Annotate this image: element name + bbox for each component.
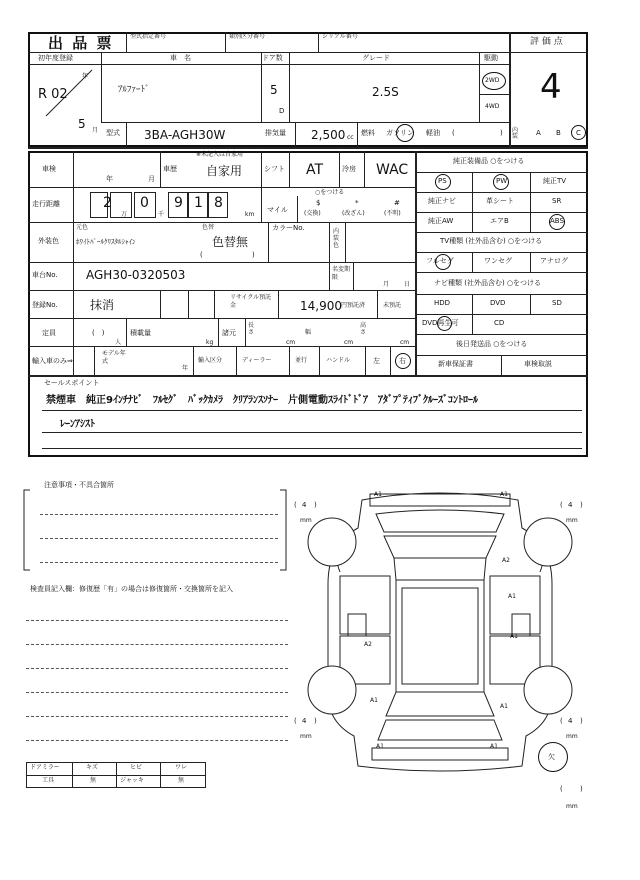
- mark-unknown: #: [394, 199, 400, 207]
- legend-scratch: キズ: [86, 764, 98, 771]
- tv-oneseg: ワンセグ: [484, 257, 512, 265]
- inspection-month: 月: [148, 175, 155, 183]
- original-color-label: 元色: [76, 224, 89, 231]
- sales-line-1: 禁煙車 純正9ｲﾝﾁﾅﾋﾞ ﾌﾙｾｸﾞ ﾊﾞｯｸｶﾒﾗ ｸﾘｱﾗﾝｽｿﾅｰ 片側電動ｽﾗｲﾄﾞﾄﾞｱ ｱﾀﾞﾌﾟﾃｨﾌﾞｸﾙｰｽﾞｺﾝﾄﾛｰﾙ: [46, 395, 478, 406]
- tire-rl-value: 4: [302, 717, 307, 725]
- grade-value: 2.5S: [372, 85, 399, 99]
- navi-dvd-play: DVD再生可: [422, 319, 459, 327]
- mileage-digit-4: 1: [194, 195, 203, 211]
- legend-jack-value: 無: [178, 777, 185, 784]
- model-value: 3BA-AGH30W: [144, 128, 226, 142]
- recycle-not: 未預託: [383, 302, 402, 309]
- mark-front-right: A1: [500, 491, 508, 498]
- navi-hdd: HDD: [434, 299, 451, 307]
- category-label: 類別区分番号: [229, 33, 266, 40]
- mark-rear-bumper-left: A1: [376, 743, 384, 750]
- width-label: 幅: [305, 329, 312, 336]
- doors-label: ドア数: [262, 54, 283, 62]
- chassis-label: 車台No.: [32, 271, 58, 279]
- first-reg-label: 初年度登録: [38, 54, 73, 62]
- length-label: 長さ: [248, 322, 255, 337]
- repaint-paren-open: (: [200, 251, 203, 259]
- month-suffix: 月: [92, 127, 99, 134]
- interior-color-label: 内装色: [333, 228, 340, 250]
- tire-fr-value: 4: [568, 501, 573, 509]
- tire-rr-close: ): [580, 717, 583, 725]
- equip-airbag: エアB: [490, 217, 509, 225]
- sheet-title: 出 品 票: [48, 34, 114, 52]
- tire-fl-mm: mm: [300, 517, 312, 524]
- sales-label: セールスポイント: [44, 379, 100, 387]
- tire-rr-value: 4: [568, 717, 573, 725]
- handle-right-circle: [395, 353, 411, 369]
- mark-rear-left: A1: [370, 697, 378, 704]
- registration-value: 抹消: [90, 298, 115, 312]
- inspector-label: 検査員記入欄：修復歴「有」の場合は修復箇所・交換箇所を記入: [30, 585, 233, 593]
- later-title: 後日発送品 ○をつける: [456, 340, 528, 348]
- mark-front-left: A1: [374, 491, 382, 498]
- tire-fr-open: (: [560, 501, 563, 509]
- shift-label: シフト: [264, 165, 285, 173]
- import-label: 輸入車のみ⇒: [32, 357, 73, 365]
- equip-abs-circle: [549, 214, 565, 230]
- equip-leather: 革シート: [486, 197, 514, 205]
- shift-value: AT: [306, 162, 324, 178]
- capacity-paren: ( ): [92, 329, 105, 337]
- equipment-title: 純正装備品 ○をつける: [453, 157, 525, 165]
- legend-crack: ヒビ: [130, 764, 143, 771]
- interior-label: 内装: [512, 127, 519, 140]
- later-warranty: 新車保証書: [438, 360, 473, 368]
- height-unit: cm: [400, 339, 410, 346]
- mileage-digit-5: 8: [214, 195, 223, 211]
- mark-right-fender: A2: [502, 557, 510, 564]
- legend-tool-value: 無: [90, 777, 97, 784]
- spare-close: ): [580, 785, 583, 793]
- private-note: ※未記入は自家用: [196, 151, 244, 158]
- navi-cd: CD: [494, 319, 505, 327]
- import-parallel: 並行: [295, 357, 308, 364]
- history-label: 車歴: [163, 165, 177, 173]
- import-dealer: ディーラー: [242, 357, 272, 364]
- sales-line-2: ﾚｰﾝｱｼｽﾄ: [60, 419, 95, 430]
- mark-exchange: $: [316, 199, 321, 207]
- equip-ps: PS: [438, 177, 447, 185]
- color-no-label: カラーNo.: [272, 224, 305, 232]
- tire-rl-open: (: [294, 717, 297, 725]
- navi-sd: SD: [552, 299, 562, 307]
- name-change-month: 月: [383, 281, 390, 288]
- year-suffix: 年: [82, 73, 89, 80]
- inspection-year: 年: [106, 175, 113, 183]
- fuel-diesel: 軽油: [426, 129, 440, 137]
- drive-2wd: 2WD: [485, 77, 500, 84]
- displacement-label: 排気量: [265, 129, 286, 137]
- recycle-value: 14,900: [300, 299, 342, 313]
- capacity-label: 定員: [42, 329, 56, 337]
- equip-ps-circle: [435, 174, 451, 190]
- later-manual: 車検取説: [524, 360, 552, 368]
- car-diagram: [290, 484, 590, 784]
- unit-km: km: [245, 211, 255, 218]
- interior-c-circle: [571, 125, 586, 140]
- mark-unknown-label: (不明): [384, 210, 401, 217]
- legend-mirror: ドアミラー: [30, 764, 60, 771]
- dims-label: 諸元: [222, 329, 236, 337]
- model-year-suffix: 年: [182, 365, 189, 372]
- handle-left: 左: [373, 357, 380, 365]
- mark-right-rear-door: A1: [510, 633, 518, 640]
- ac-label: 冷房: [342, 165, 356, 173]
- unit-sen: 千: [158, 211, 165, 218]
- load-unit: kg: [206, 339, 214, 346]
- chassis-value: AGH30-0320503: [86, 268, 186, 282]
- ac-value: WAC: [376, 162, 409, 178]
- tire-rr-open: (: [560, 717, 563, 725]
- model-label: 型式: [106, 129, 120, 137]
- tire-rr-mm: mm: [566, 733, 578, 740]
- navi-dvd-play-circle: [437, 316, 452, 331]
- equip-pw-circle: [493, 174, 509, 190]
- tire-fr-close: ): [580, 501, 583, 509]
- inspection-label: 車検: [42, 165, 56, 173]
- model-year-label: モデル年式: [102, 350, 126, 365]
- equip-sr: SR: [552, 197, 562, 205]
- mileage-mark-note: ○をつける: [315, 189, 345, 196]
- fuel-other: (: [452, 129, 455, 137]
- score-label: 評 価 点: [530, 37, 563, 47]
- fuel-other-close: ): [500, 129, 503, 137]
- interior-c: C: [576, 129, 581, 137]
- spare-open: (: [560, 785, 563, 793]
- fuel-label: 燃料: [361, 129, 375, 137]
- car-name: ｱﾙﾌｧｰﾄﾞ: [118, 85, 150, 95]
- tire-rl-mm: mm: [300, 733, 312, 740]
- spare-label: 欠: [548, 753, 555, 761]
- legend-tool: 工具: [42, 777, 55, 784]
- handle-right: 右: [399, 357, 406, 365]
- recycle-label: リサイクル預託金: [230, 294, 272, 309]
- tv-analog: アナログ: [540, 257, 568, 265]
- spare-mm: mm: [566, 803, 578, 810]
- repaint-label: 色替: [202, 224, 215, 231]
- tv-fullseg-circle: [435, 254, 451, 270]
- mark-rear-right: A1: [500, 703, 508, 710]
- mark-tamper: *: [355, 199, 359, 207]
- mark-exchange-label: (交換): [304, 210, 321, 217]
- mark-left-rear-door: A2: [364, 641, 372, 648]
- exterior-label: 外装色: [38, 237, 59, 245]
- car-name-label: 車 名: [170, 54, 191, 62]
- fuel-gasoline: ガソリン: [386, 129, 414, 137]
- serial-label: シリアル番号: [322, 33, 358, 40]
- mileage-label: 走行距離: [32, 200, 60, 208]
- drive-label: 駆動: [484, 54, 498, 62]
- mark-rear-bumper-right: A1: [490, 743, 498, 750]
- model-spec-label: 型式指定番号: [130, 33, 167, 40]
- door-suffix: D: [279, 107, 285, 115]
- mileage-digit-2: 0: [140, 195, 149, 211]
- notes-label: 注意事項・不具合箇所: [44, 481, 114, 489]
- mark-tamper-label: (改ざん): [342, 210, 365, 217]
- handle-label: ハンドル: [326, 357, 351, 364]
- load-label: 積載量: [130, 329, 151, 337]
- fuel-gasoline-circle: [396, 124, 414, 142]
- import-type-label: 輸入区分: [198, 357, 223, 364]
- tire-fl-close: ): [314, 501, 317, 509]
- navi-dvd: DVD: [490, 299, 506, 307]
- interior-b: B: [556, 129, 561, 137]
- legend-break: ワレ: [175, 764, 188, 771]
- equip-tv: 純正TV: [543, 177, 567, 185]
- door-count: 5: [270, 83, 278, 97]
- first-reg-year: R 02: [38, 87, 68, 102]
- tire-fl-value: 4: [302, 501, 307, 509]
- equip-abs: ABS: [550, 217, 564, 225]
- equip-pw: PW: [496, 177, 508, 185]
- tire-fl-open: (: [294, 501, 297, 509]
- equip-navi: 純正ナビ: [428, 197, 456, 205]
- capacity-unit: 人: [115, 339, 122, 346]
- repaint-value: 色替無: [212, 235, 249, 249]
- notes-brackets: [22, 488, 288, 572]
- repaint-paren-close: ): [252, 251, 255, 259]
- name-change-label: 名変期限: [332, 266, 351, 281]
- mileage-digit-1: 2: [103, 195, 112, 211]
- height-label: 高さ: [360, 322, 367, 337]
- grade-label: グレード: [362, 54, 390, 62]
- mile-label: マイル: [267, 206, 288, 214]
- registration-label: 登録No.: [32, 301, 58, 309]
- displacement-value: 2,500: [311, 128, 346, 142]
- legend-jack: ジャッキ: [120, 777, 144, 784]
- mileage-digit-3: 9: [174, 195, 183, 211]
- first-reg-month: 5: [78, 117, 86, 131]
- score-value: 4: [540, 67, 562, 107]
- tire-rl-close: ): [314, 717, 317, 725]
- tv-title: TV種類 (社外品含む) ○をつける: [440, 237, 543, 245]
- drive-4wd: 4WD: [485, 103, 500, 110]
- mark-right-front-door: A1: [508, 593, 516, 600]
- unit-man: 万: [121, 211, 128, 218]
- cc-unit: cc: [347, 134, 354, 141]
- tire-fr-mm: mm: [566, 517, 578, 524]
- tv-fullseg: フルセグ: [426, 257, 454, 265]
- original-color: ﾎﾜｲﾄﾊﾟｰﾙｸﾘｽﾀﾙｼｬｲﾝ: [76, 238, 136, 246]
- name-change-day: 日: [404, 281, 411, 288]
- interior-a: A: [536, 129, 541, 137]
- length-unit: cm: [286, 339, 296, 346]
- equip-aw: 純正AW: [428, 217, 454, 225]
- navi-title: ナビ種類 (社外品含む) ○をつける: [434, 279, 542, 287]
- width-unit: cm: [344, 339, 354, 346]
- recycle-unit: 円預託済: [341, 302, 366, 309]
- history-value: 自家用: [206, 164, 243, 178]
